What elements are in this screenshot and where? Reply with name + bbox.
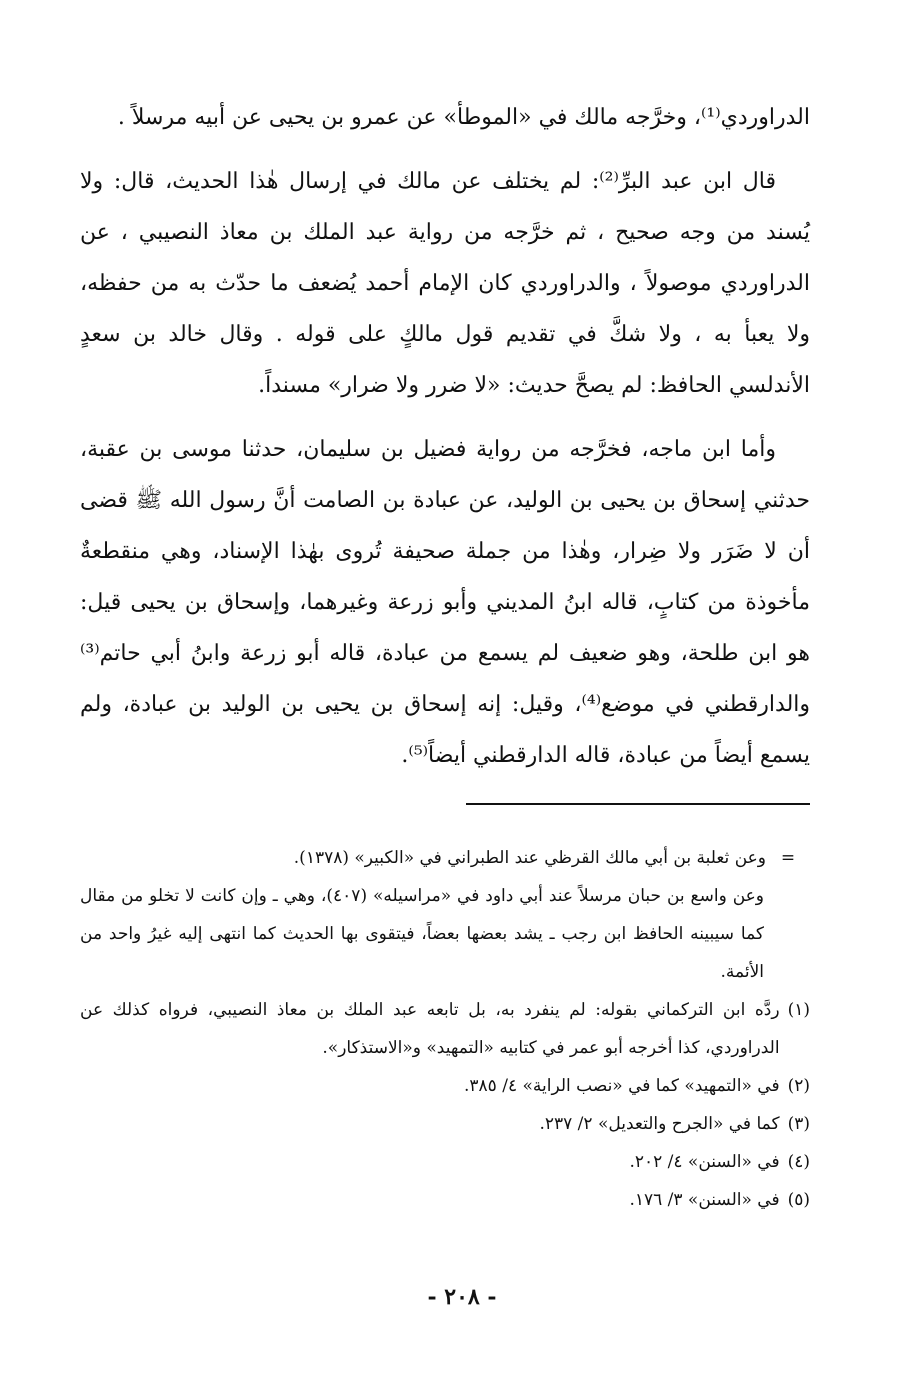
footnote-divider — [466, 803, 810, 805]
footnote-continuation-line-2: وعن واسع بن حبان مرسلاً عند أبي داود في «مراسيله» (٤٠٧)، وهي ـ وإن كانت لا تخلو من مقال كما سيبينه الحافظ ابن رجب ـ يشد بعضها بعضاً، فيتقوى بها الحديث كما انتهى إليه غيرُ واحد من الأئمة. — [80, 886, 764, 982]
footnote-3 — [80, 1105, 810, 1143]
page-number: - ٢٠٨ - — [427, 1284, 497, 1310]
paragraph-3: وأما ابن ماجه، فخرَّجه من رواية فضيل بن سليمان، حدثنا موسى بن عقبة، حدثني إسحاق بن يحيى بن الوليد، عن عبادة بن الصامت أنَّ رسول الله ﷺ قضى أن لا ضَرَر ولا ضِرار، وهٰذا من جملة صحيفة تُروى بهٰذا الإسناد، وهي منقطعةٌ مأخوذة من كتابٍ، قاله ابنُ المديني وأبو زرعة وغيرهما، وإسحاق بن يحيى قيل: هو ابن طلحة، وهو ضعيف لم يسمع من عبادة، قاله أبو زرعة وابنُ أبي حاتم⁽³⁾ والدارقطني في موضع⁽⁴⁾، وقيل: إنه إسحاق بن يحيى بن الوليد بن عبادة، ولم يسمع أيضاً من عبادة، قاله الدارقطني أيضاً⁽⁵⁾. — [80, 437, 811, 768]
footnote-number: (١) — [787, 1000, 810, 1020]
footnote-4 — [80, 1143, 810, 1181]
footnote-text: كما في «الجرح والتعديل» ٢/ ٢٣٧. — [539, 1114, 780, 1134]
footnote-continuation-line-1: =وعن ثعلبة بن أبي مالك القرظي عند الطبراني في «الكبير» (١٣٧٨). — [80, 839, 810, 877]
footnote-text: في «السنن» ٣/ ١٧٦. — [629, 1190, 780, 1210]
footnote-2 — [80, 1067, 810, 1105]
footnote-text: في «السنن» ٤/ ٢٠٢. — [629, 1152, 780, 1172]
paragraph-1: الدراوردي⁽¹⁾، وخرَّجه مالك في «الموطأ» عن عمرو بن يحيى عن أبيه مرسلاً . — [117, 105, 810, 130]
footnote-number: (٤) — [787, 1152, 810, 1172]
footnote-text: في «التمهيد» كما في «نصب الراية» ٤/ ٣٨٥. — [463, 1076, 780, 1096]
footnote-number: (٢) — [787, 1076, 810, 1096]
footnote-number: (٥) — [787, 1190, 810, 1210]
continuation-marker: = — [780, 848, 796, 868]
footnote-5 — [80, 1181, 810, 1219]
footnote-number: (٣) — [787, 1114, 810, 1134]
footnotes — [80, 839, 810, 1219]
footnote-text: ردَّه ابن التركماني بقوله: لم ينفرد به، بل تابعه عبد الملك بن معاذ النصيبي، فرواه كذلك عن الدراوردي، كذا أخرجه أبو عمر في كتابيه «التمهيد» و«الاستذكار». — [80, 1000, 780, 1058]
main-text — [80, 92, 810, 781]
footnote-1 — [80, 991, 810, 1067]
paragraph-2: قال ابن عبد البرِّ⁽²⁾: لم يختلف عن مالك في إرسال هٰذا الحديث، قال: ولا يُسند من وجه صحيح ، ثم خرَّجه من رواية عبد الملك بن معاذ النصيبي ، عن الدراوردي موصولاً ، والدراوردي كان الإمام أحمد يُضعف ما حدّث به من حفظه، ولا يعبأ به ، ولا شكَّ في تقديم قول مالكٍ على قوله . وقال خالد بن سعدٍ الأندلسي الحافظ: لم يصحَّ حديث: «لا ضرر ولا ضرار» مسنداً. — [80, 169, 810, 398]
